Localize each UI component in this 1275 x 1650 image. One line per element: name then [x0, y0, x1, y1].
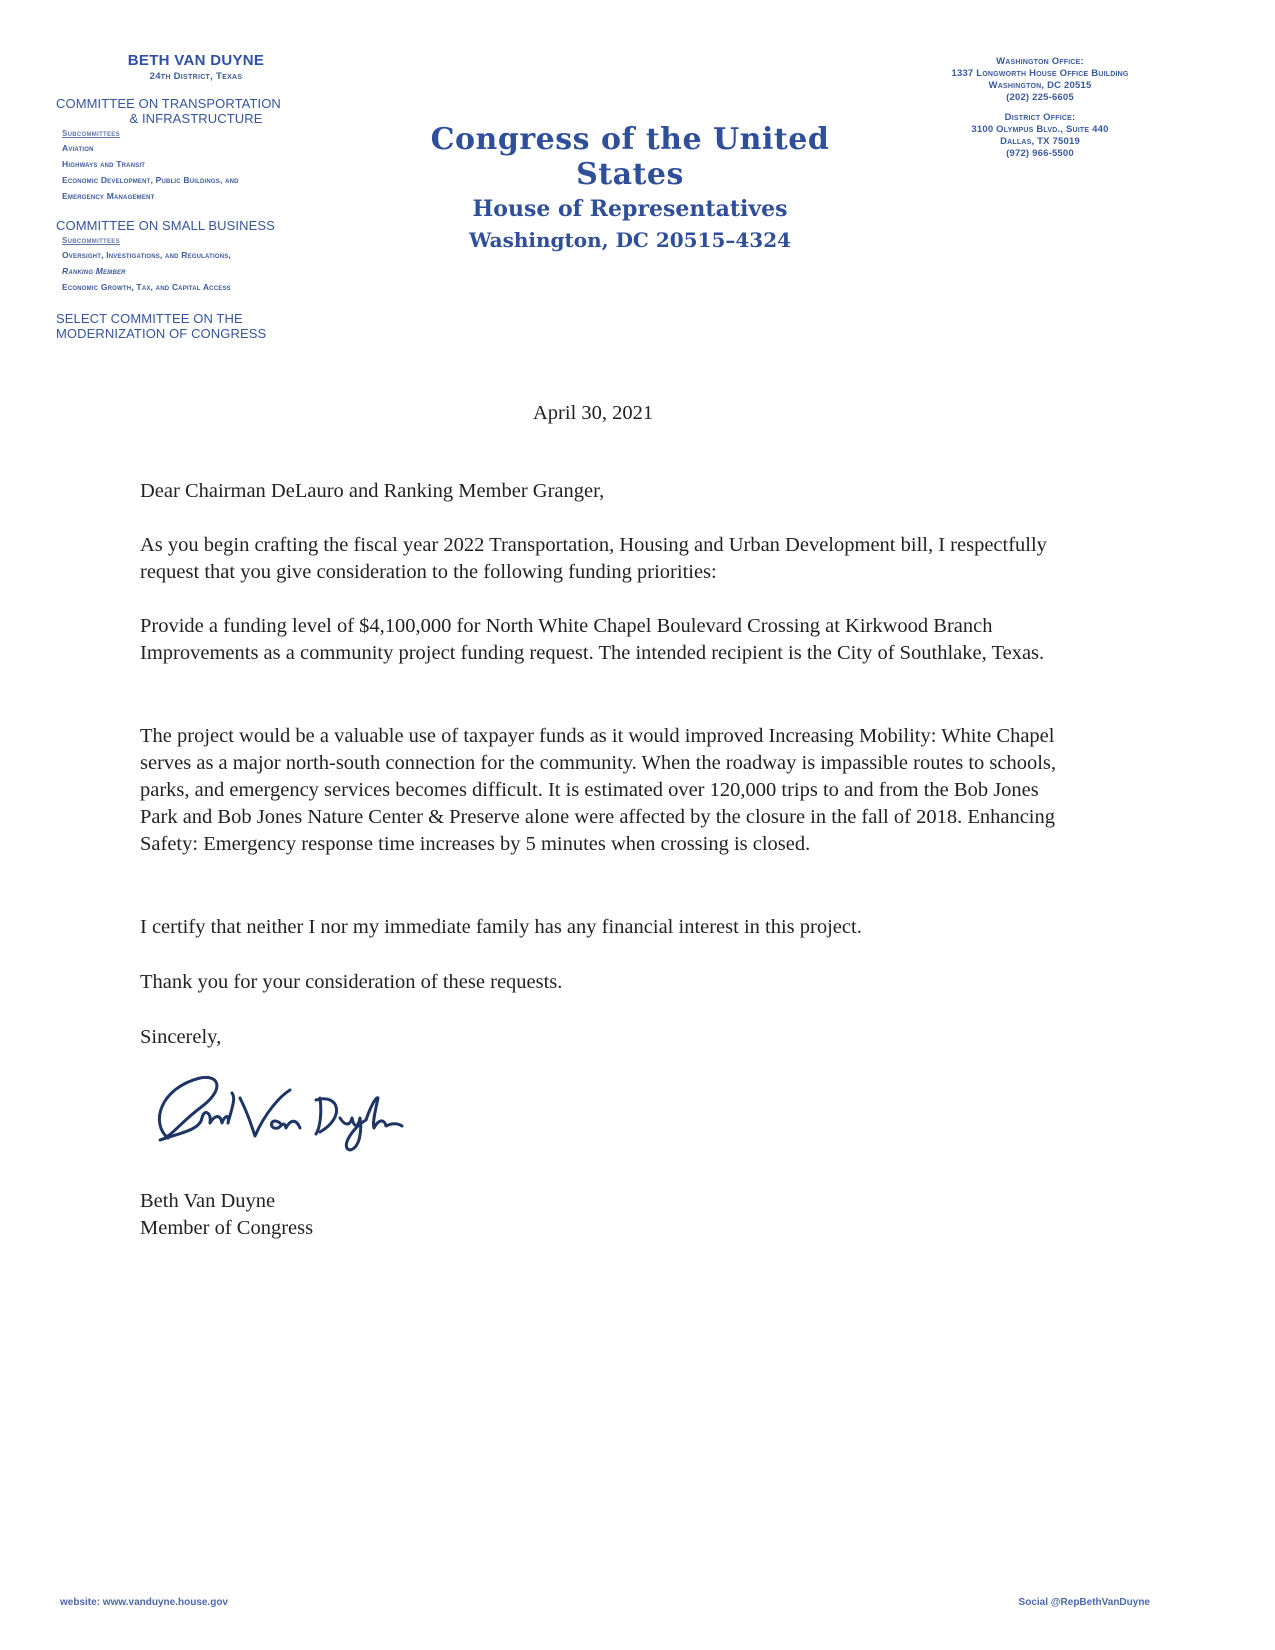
member-name: BETH VAN DUYNE [127, 52, 265, 69]
subcommittee-item: Economic Growth, Tax, and Capital Access [62, 282, 231, 292]
district-office [905, 112, 1175, 160]
letterhead-left [56, 52, 336, 349]
committee-modernization [56, 311, 336, 341]
office-title: Washington Office: [996, 56, 1084, 67]
subcommittee-item: Oversight, Investigations, and Regulations, [62, 250, 231, 260]
house-title: House of Representatives [472, 196, 788, 222]
office-phone: (202) 225-6605 [1006, 92, 1074, 103]
letter-date: April 30, 2021 [533, 402, 654, 424]
office-address-line: 1337 Longworth House Office Building [951, 68, 1129, 79]
office-address-line: 3100 Olympus Blvd., Suite 440 [971, 124, 1109, 135]
subcommittee-item: Aviation [62, 143, 94, 153]
committee-title-line2: MODERNIZATION OF CONGRESS [56, 326, 267, 341]
body-paragraph: The project would be a valuable use of taxpayer funds as it would improved Increasing Mobility: White Chapel serves as a major north-south connection for the community. When the roadway is impassible routes to schools, parks, and emergency services becomes difficult. It is estimated over 120,000 trips to and from the Bob Jones Park and Bob Jones Nature Center & Preserve alone were affected by the closure in the fall of 2018. Enhancing Safety: Emergency response time increases by 5 minutes when crossing is closed. [140, 725, 1057, 855]
body-paragraph: Thank you for your consideration of these requests. [140, 971, 563, 993]
body-paragraph: As you begin crafting the fiscal year 2022 Transportation, Housing and Urban Development bill, I respectfully request that you give consideration to the following funding priorities: [140, 534, 1047, 583]
washington-office [905, 56, 1175, 104]
office-phone: (972) 966-5500 [1006, 148, 1074, 159]
committee-small-business [56, 218, 336, 295]
subcommittees-label: Subcommittees [62, 236, 120, 245]
handwritten-signature [140, 1068, 420, 1163]
committee-title-line2: & INFRASTRUCTURE [129, 111, 263, 126]
signer-name: Beth Van Duyne [140, 1190, 276, 1212]
body-paragraph: Provide a funding level of $4,100,000 for North White Chapel Boulevard Crossing at Kirkwood Branch Improvements as a community project funding request. The intended recipient is the City of Southlake, Texas. [140, 615, 1045, 664]
congress-title: Congress of the United States [430, 122, 830, 192]
office-title: District Office: [1004, 112, 1076, 123]
letterhead-right [905, 56, 1175, 168]
committee-title: COMMITTEE ON TRANSPORTATION [56, 96, 281, 111]
office-address-line: Dallas, TX 75019 [1000, 136, 1080, 147]
committee-title: COMMITTEE ON SMALL BUSINESS [56, 218, 275, 233]
salutation: Dear Chairman DeLauro and Ranking Member Granger, [140, 480, 605, 502]
subcommittee-role: Ranking Member [62, 266, 126, 276]
office-address-line: Washington, DC 20515 [988, 80, 1092, 91]
committee-title: SELECT COMMITTEE ON THE [56, 311, 243, 326]
member-district: 24th District, Texas [149, 71, 243, 82]
subcommittee-item: Emergency Management [62, 191, 155, 201]
closing: Sincerely, [140, 1026, 222, 1048]
subcommittee-item: Highways and Transit [62, 159, 146, 169]
committee-transportation [56, 96, 336, 204]
footer-website: website: www.vanduyne.house.gov [60, 1597, 228, 1608]
signer-title: Member of Congress [140, 1217, 314, 1239]
subcommittees-label: Subcommittees [62, 129, 120, 138]
subcommittee-item: Economic Development, Public Buildings, and [62, 175, 239, 185]
footer-social: Social @RepBethVanDuyne [1018, 1597, 1150, 1608]
house-address: Washington, DC 20515–4324 [468, 228, 792, 252]
letterhead-center [380, 122, 880, 252]
body-paragraph: I certify that neither I nor my immediate family has any financial interest in this project. [140, 916, 862, 938]
